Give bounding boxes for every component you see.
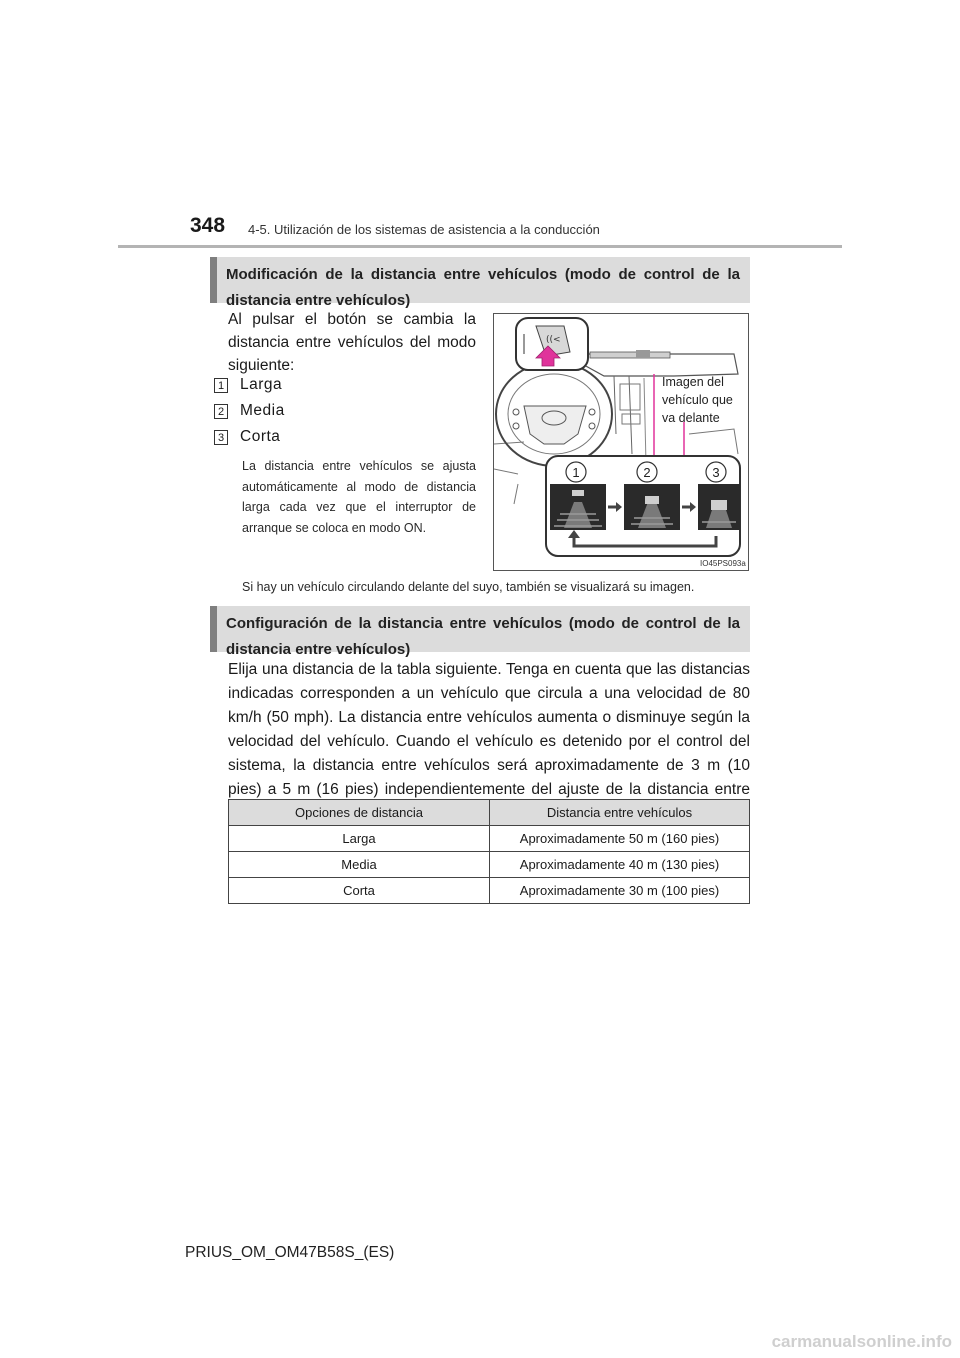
- table-cell: Aproximadamente 30 m (100 pies): [490, 878, 750, 904]
- option-item: [214, 402, 285, 420]
- option-item: [214, 428, 280, 446]
- display-screen-long: [550, 484, 606, 530]
- display-screen-medium: [624, 484, 680, 530]
- header-rule: [118, 245, 842, 248]
- watermark: carmanualsonline.info: [771, 1332, 952, 1351]
- callout-line: va delante: [662, 411, 720, 425]
- distance-table: [228, 799, 750, 904]
- document-code: PRIUS_OM_OM47B58S_(ES): [185, 1244, 395, 1261]
- body-paragraph: Elija una distancia de la tabla siguiente. Tenga en cuenta que las distancias indicadas corresponden a un vehículo que circula a una velocidad de 80 km/h (50 mph). La distancia entre vehículos aumenta o disminuye según la velocidad del vehículo. Cuando el vehículo es detenido por el control del sistema, la distancia entre vehículos será aproximadamente de 3 m (10 pies) a 5 m (16 pies) independientemente del ajuste de la distancia entre: [228, 661, 750, 798]
- table-cell: Aproximadamente 50 m (160 pies): [490, 826, 750, 852]
- section-heading-1: Modificación de la distancia entre vehículos (modo de control de la distancia entre vehículos): [210, 257, 750, 303]
- section-heading-2: Configuración de la distancia entre vehículos (modo de control de la distancia entre vehículos): [210, 606, 750, 652]
- callout-line: vehículo que: [662, 393, 733, 407]
- table-header-cell: Distancia entre vehículos: [490, 800, 750, 826]
- dashboard-illustration: [493, 313, 749, 571]
- small-note: La distancia entre vehículos se ajusta automáticamente al modo de distancia larga cada vez que el interruptor de arranque se coloca en modo ON.: [242, 459, 476, 535]
- table-cell: Media: [229, 852, 490, 878]
- table-row: [229, 826, 750, 852]
- svg-text:((<: ((<: [546, 335, 561, 345]
- running-head: 4-5. Utilización de los sistemas de asistencia a la conducción: [248, 222, 600, 237]
- option-label: Corta: [240, 428, 281, 445]
- visual-note: Si hay un vehículo circulando delante del suyo, también se visualizará su imagen.: [242, 580, 695, 594]
- marker-number: 3: [712, 465, 720, 480]
- table-row: [229, 852, 750, 878]
- marker-number: 1: [572, 465, 580, 480]
- callout-line: Imagen del: [662, 375, 724, 389]
- page-number: 348: [190, 214, 226, 237]
- intro-text: Al pulsar el botón se cambia la distancia entre vehículos del modo siguiente:: [228, 311, 476, 374]
- marker-number: 2: [643, 465, 651, 480]
- display-screen-short: [698, 484, 740, 530]
- table-cell: Larga: [229, 826, 490, 852]
- option-number-badge: 1: [214, 378, 228, 393]
- table-row: [229, 878, 750, 904]
- table-header-row: [229, 800, 750, 826]
- table-cell: Corta: [229, 878, 490, 904]
- option-label: Media: [240, 402, 285, 419]
- option-item: [214, 376, 282, 394]
- option-label: Larga: [240, 376, 283, 393]
- table-cell: Aproximadamente 40 m (130 pies): [490, 852, 750, 878]
- option-number-badge: 3: [214, 430, 228, 445]
- table-header-cell: Opciones de distancia: [229, 800, 490, 826]
- option-number-badge: 2: [214, 404, 228, 419]
- figure-code: IO45PS093a: [700, 559, 746, 568]
